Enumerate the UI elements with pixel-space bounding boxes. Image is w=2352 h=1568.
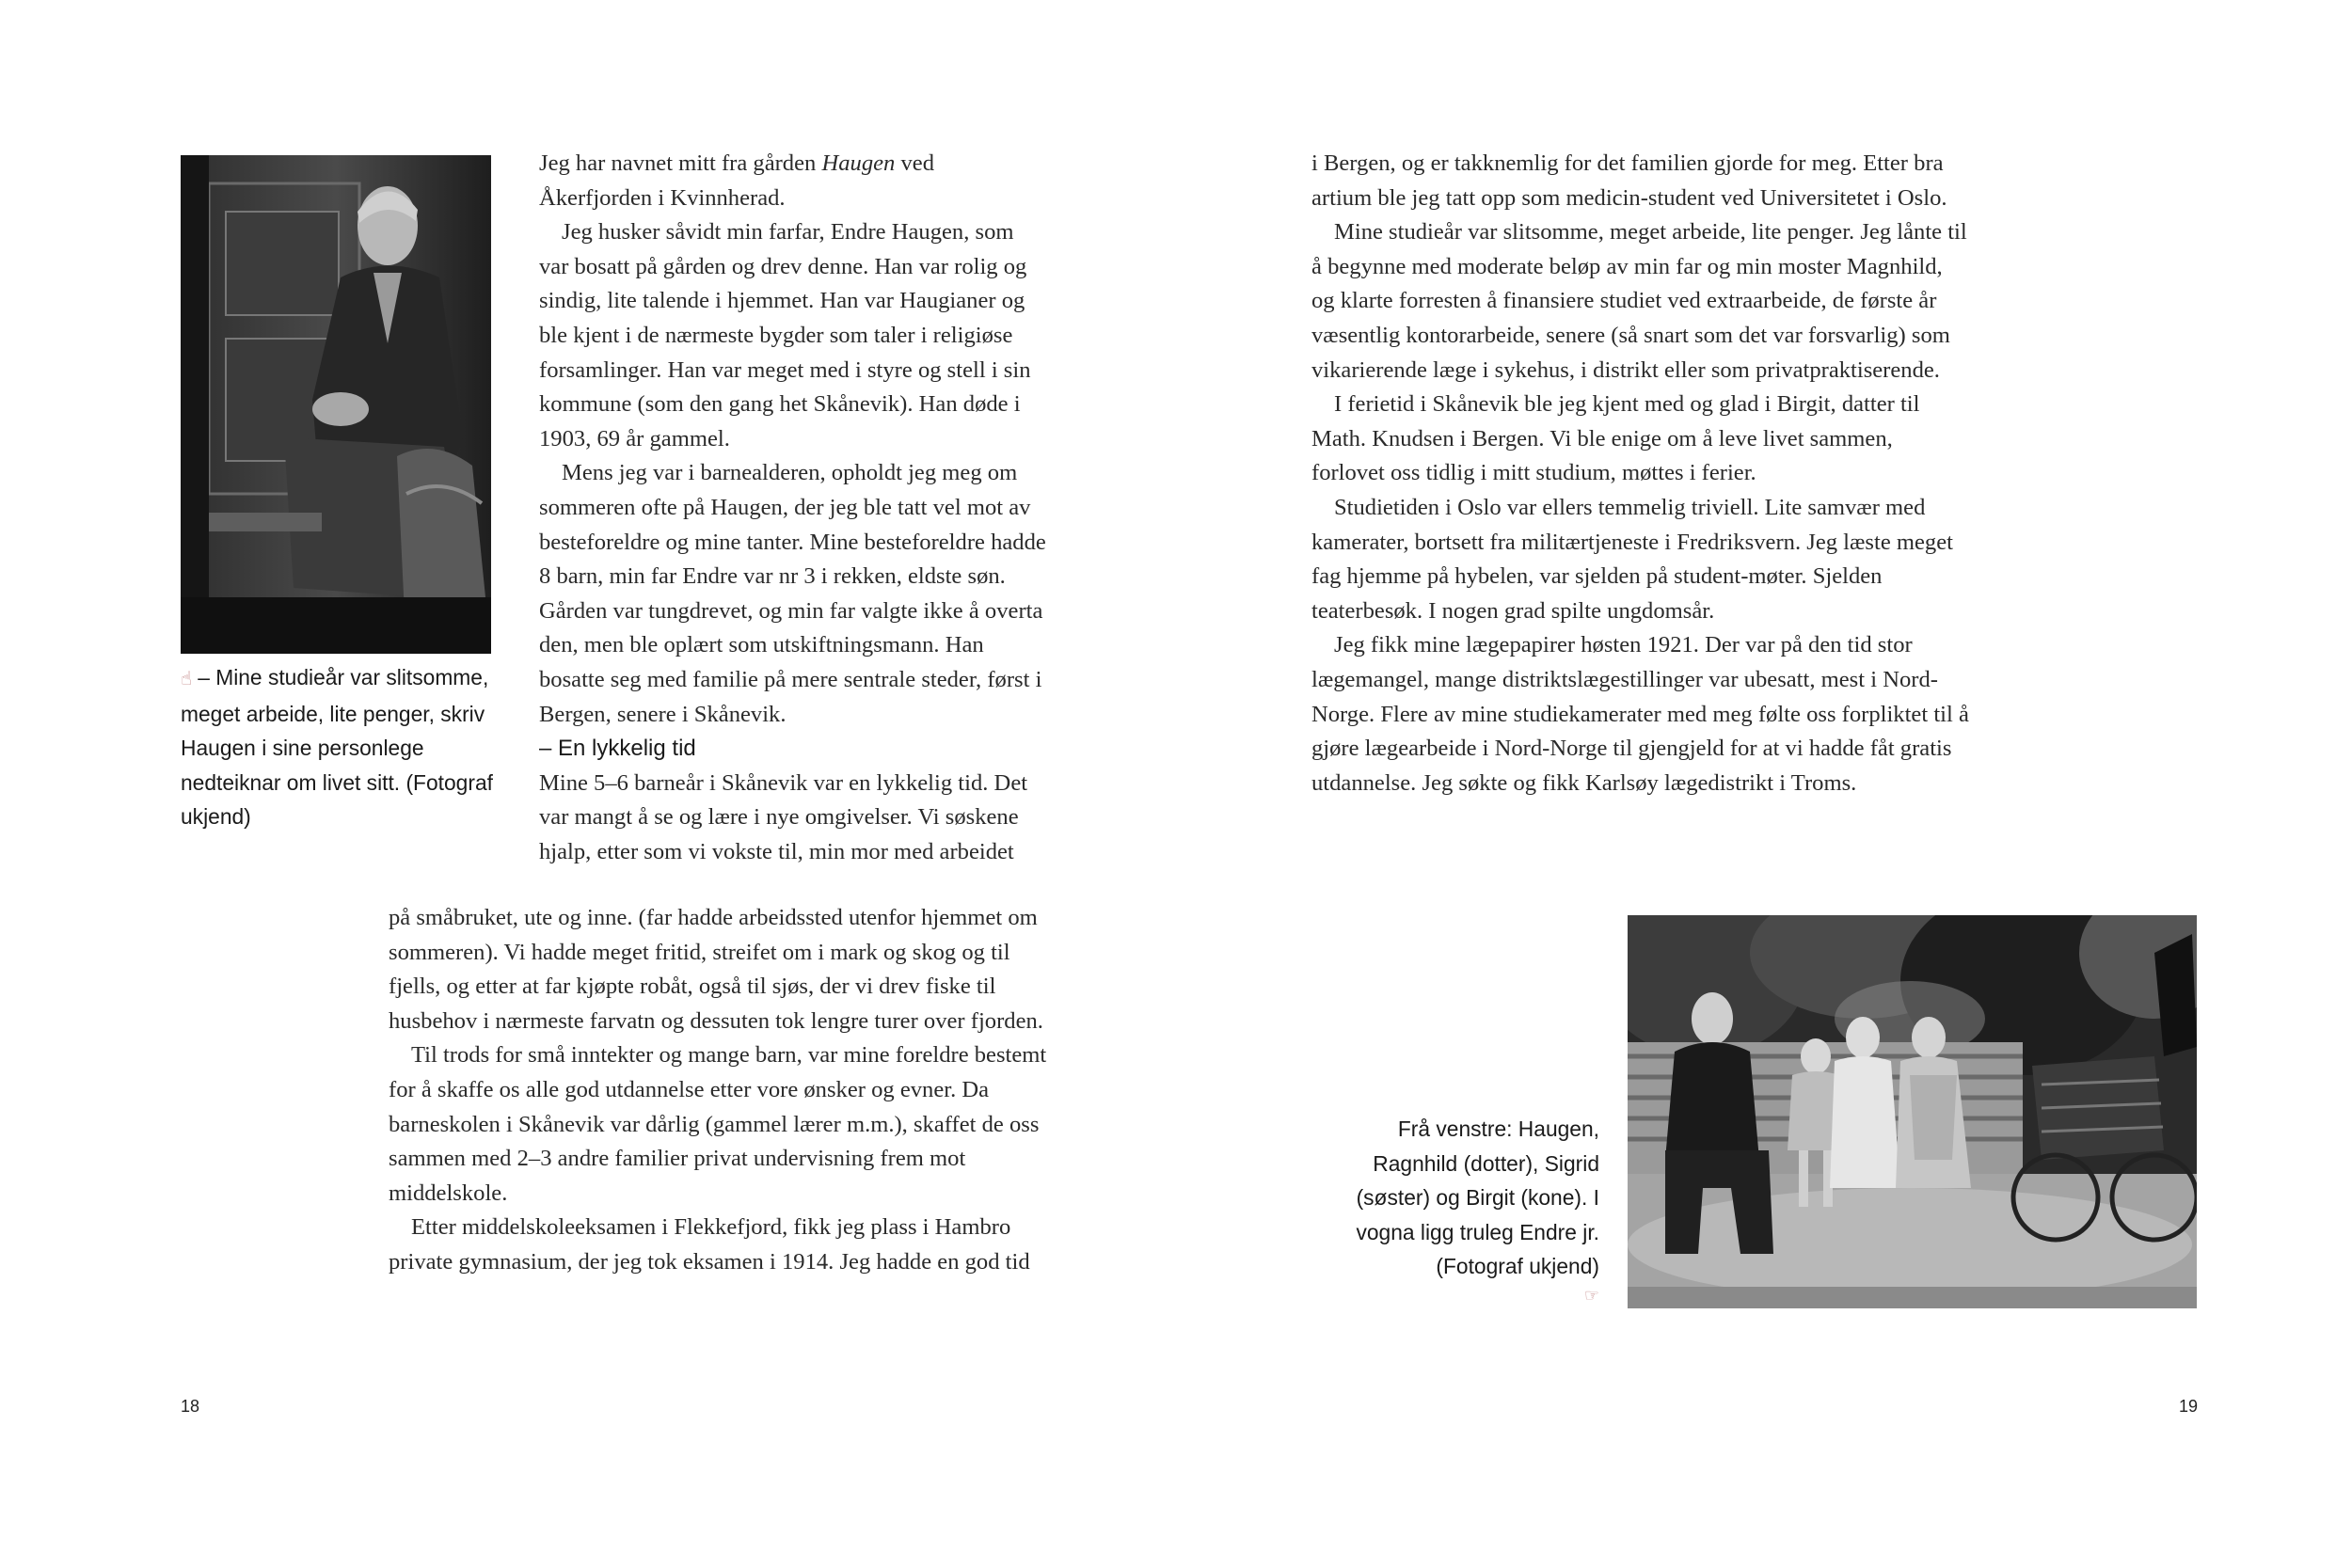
paragraph-childhood: Mens jeg var i barnealderen, opholdt jeg meg om sommeren ofte på Haugen, der jeg ble tatt vel mot av besteforeldre og mine tanter. Mine besteforeldre hadde 8 barn, min far Endre var nr 3 i rekken, eldste søn. Gården var tungdrevet, og min far valgte ikke å overta den, men ble oplært som utskiftningsmann. Han bosatte seg med familie på mere sentrale steder, først i Bergen, senere i Skånevik.: [539, 460, 1046, 727]
pointing-hand-icon: ☝: [181, 669, 193, 689]
paragraph-study-years: Mine studieår var slitsomme, meget arbeide, lite penger. Jeg lånte til å begynne med moderate beløp av min far og min moster Magnhild, og klarte forresten å finansiere studiet ved extraarbeide, de første år væsentlig kontorarbeide, senere (så snart som det var forsvarlig) som vikarierende læge i sykehus, i distrikt eller som privatpraktiserende.: [1311, 219, 1967, 383]
family-caption: [1317, 1112, 1599, 1307]
paragraph-license: Jeg fikk mine lægepapirer høsten 1921. Der var på den tid stor lægemangel, mange distriktslægestillinger var ubesatt, mest i Nord-Norge. Flere av mine studiekamerater med meg følte oss forpliktet til å gjøre lægearbeide i Nord-Norge til gjengjeld for at vi hadde fåt gratis utdannelse. Jeg søkte og fikk Karlsøy lægedistrikt i Troms.: [1311, 632, 1969, 796]
portrait-photo: [181, 155, 491, 654]
portrait-caption: [181, 660, 505, 834]
text-run: ved Åkerfjorden i Kvinnherad.: [539, 150, 935, 211]
left-column-text: [539, 147, 1047, 869]
section-heading: – En lykkelig tid: [539, 736, 696, 762]
paragraph-name-origin: [539, 147, 1047, 215]
paragraph-grandfather: Jeg husker såvidt min farfar, Endre Haugen, som var bosatt på gården og drev denne. Han var rolig og sindig, lite talende i hjemmet. Han var Haugianer og ble kjent i de nærmeste bygder som taler i religiøse forsamlinger. Han var meget med i styre og stell i sin kommune (som den gang het Skånevik). Han døde i 1903, 69 år gammel.: [539, 219, 1031, 451]
paragraph-bergen: i Bergen, og er takknemlig for det familien gjorde for meg. Etter bra artium ble jeg tatt opp som medicin-student ved Universitetet i Oslo.: [1311, 150, 1947, 211]
portrait-photo-drawing: [181, 155, 491, 654]
paragraph-happy-time-bottom: på småbruket, ute og inne. (far hadde arbeidssted utenfor hjemmet om sommeren). Vi hadde meget fritid, streifet om i mark og skog og til fjells, og etter at far kjøpte robåt, også til sjøs, der vi drev fiske til husbehov i nærmeste farvatn og dessuten tok lengre turer over fjorden.: [389, 905, 1043, 1034]
paragraph-oslo: Studietiden i Oslo var ellers temmelig triviell. Lite samvær med kamerater, bortsett fra militærtjeneste i Fredriksvern. Jeg læste meget fag hjemme på hybelen, var sjelden på student-møter. Sjelden teaterbesøk. I nogen grad spilte ungdomsår.: [1311, 494, 1953, 624]
paragraph-education: Til trods for små inntekter og mange barn, var mine foreldre bestemt for å skaffe os alle god utdannelse etter vore ønsker og evner. Da barneskolen i Skånevik var dårlig (gammel lærer m.m.), skaffet de oss sammen med 2–3 andre familier privat undervisning frem mot middelskole.: [389, 1042, 1047, 1206]
paragraph-gymnasium: Etter middelskoleeksamen i Flekkefjord, fikk jeg plass i Hambro private gymnasium, der jeg tok eksamen i 1914. Jeg hadde en god tid: [389, 1214, 1030, 1275]
page-number-right: 19: [2179, 1397, 2199, 1416]
paragraph-birgit: I ferietid i Skånevik ble jeg kjent med og glad i Birgit, datter til Math. Knudsen i Bergen. Vi ble enige om å leve livet sammen, forlovet oss tidlig i mitt studium, møttes i ferier.: [1311, 391, 1920, 486]
family-photo-drawing: [1628, 915, 2197, 1308]
left-column-text-wide: [389, 901, 1058, 1280]
family-photo: [1628, 915, 2197, 1308]
right-column-text: [1311, 147, 1970, 800]
family-caption-text: Frå venstre: Haugen, Ragnhild (dotter), Sigrid (søster) og Birgit (kone). I vogna ligg truleg Endre jr. (Fotograf ukjend): [1356, 1117, 1599, 1279]
portrait-caption-text: – Mine studieår var slitsomme, meget arbeide, lite penger, skriv Haugen i sine personlege nedteiknar om livet sitt. (Fotograf ukjend): [181, 665, 493, 830]
pointing-hand-icon: ☞: [1583, 1285, 1599, 1305]
page-number-left: 18: [181, 1397, 200, 1416]
text-run: Jeg har navnet mitt fra gården: [539, 150, 822, 176]
paragraph-happy-time-top: Mine 5–6 barneår i Skånevik var en lykkelig tid. Det var mangt å se og lære i nye omgivelser. Vi søskene hjalp, etter som vi vokste til, min mor med arbeidet: [539, 769, 1028, 864]
farm-name-italic: Haugen: [821, 150, 896, 176]
